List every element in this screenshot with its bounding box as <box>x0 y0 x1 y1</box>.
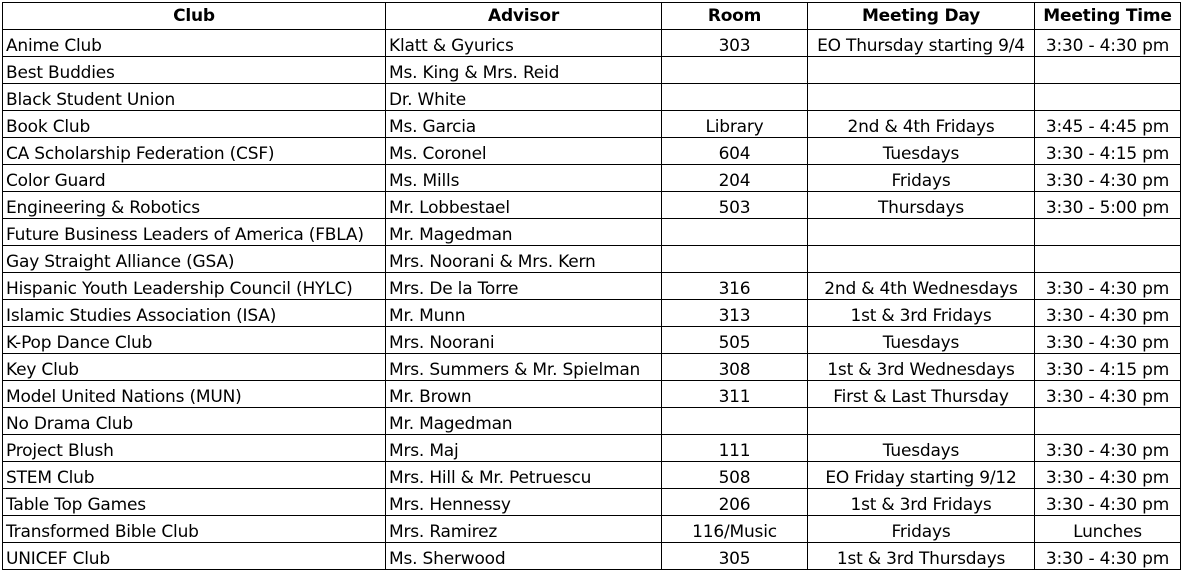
cell-meeting-day <box>808 246 1035 273</box>
cell-advisor: Mrs. Summers & Mr. Spielman <box>386 354 662 381</box>
cell-room: Library <box>662 111 808 138</box>
table-row <box>3 462 1181 489</box>
table-row <box>3 138 1181 165</box>
cell-meeting-day: 2nd & 4th Fridays <box>808 111 1035 138</box>
table-row <box>3 165 1181 192</box>
cell-meeting-time <box>1035 57 1181 84</box>
cell-club: Future Business Leaders of America (FBLA) <box>3 219 386 246</box>
cell-club: Engineering & Robotics <box>3 192 386 219</box>
cell-meeting-day <box>808 408 1035 435</box>
cell-club: Key Club <box>3 354 386 381</box>
cell-advisor: Dr. White <box>386 84 662 111</box>
table-row <box>3 381 1181 408</box>
cell-meeting-day: Fridays <box>808 516 1035 543</box>
cell-meeting-time: 3:30 - 4:30 pm <box>1035 300 1181 327</box>
cell-meeting-day: Tuesdays <box>808 327 1035 354</box>
cell-club: Anime Club <box>3 30 386 57</box>
table-row <box>3 327 1181 354</box>
club-schedule-table <box>2 2 1181 570</box>
cell-advisor: Mrs. Hennessy <box>386 489 662 516</box>
cell-meeting-time: 3:30 - 5:00 pm <box>1035 192 1181 219</box>
table-row <box>3 543 1181 570</box>
table-row <box>3 300 1181 327</box>
cell-advisor: Mrs. De la Torre <box>386 273 662 300</box>
cell-advisor: Mr. Lobbestael <box>386 192 662 219</box>
cell-advisor: Mrs. Noorani <box>386 327 662 354</box>
cell-room: 316 <box>662 273 808 300</box>
cell-meeting-time <box>1035 84 1181 111</box>
cell-club: Table Top Games <box>3 489 386 516</box>
cell-club: Book Club <box>3 111 386 138</box>
table-row <box>3 219 1181 246</box>
cell-club: Gay Straight Alliance (GSA) <box>3 246 386 273</box>
cell-club: Project Blush <box>3 435 386 462</box>
cell-meeting-day: 1st & 3rd Fridays <box>808 300 1035 327</box>
cell-club: UNICEF Club <box>3 543 386 570</box>
cell-meeting-day: EO Friday starting 9/12 <box>808 462 1035 489</box>
cell-room: 313 <box>662 300 808 327</box>
cell-advisor: Ms. King & Mrs. Reid <box>386 57 662 84</box>
cell-club: Transformed Bible Club <box>3 516 386 543</box>
cell-club: Model United Nations (MUN) <box>3 381 386 408</box>
table-row <box>3 489 1181 516</box>
cell-meeting-time: 3:30 - 4:15 pm <box>1035 138 1181 165</box>
cell-meeting-day: Tuesdays <box>808 138 1035 165</box>
cell-room: 206 <box>662 489 808 516</box>
cell-meeting-time <box>1035 246 1181 273</box>
cell-advisor: Mr. Magedman <box>386 408 662 435</box>
cell-room: 311 <box>662 381 808 408</box>
cell-room <box>662 84 808 111</box>
cell-club: CA Scholarship Federation (CSF) <box>3 138 386 165</box>
table-row <box>3 354 1181 381</box>
cell-advisor: Mrs. Maj <box>386 435 662 462</box>
cell-advisor: Klatt & Gyurics <box>386 30 662 57</box>
cell-meeting-time: 3:30 - 4:15 pm <box>1035 354 1181 381</box>
cell-meeting-time: 3:30 - 4:30 pm <box>1035 435 1181 462</box>
cell-advisor: Mrs. Hill & Mr. Petruescu <box>386 462 662 489</box>
cell-club: Best Buddies <box>3 57 386 84</box>
cell-meeting-time: 3:30 - 4:30 pm <box>1035 543 1181 570</box>
cell-room: 305 <box>662 543 808 570</box>
cell-advisor: Ms. Coronel <box>386 138 662 165</box>
cell-room: 204 <box>662 165 808 192</box>
cell-meeting-time: 3:30 - 4:30 pm <box>1035 327 1181 354</box>
cell-club: STEM Club <box>3 462 386 489</box>
cell-room <box>662 57 808 84</box>
cell-room: 111 <box>662 435 808 462</box>
header-meeting-time: Meeting Time <box>1035 3 1181 30</box>
cell-advisor: Ms. Mills <box>386 165 662 192</box>
table-row <box>3 84 1181 111</box>
cell-room: 604 <box>662 138 808 165</box>
cell-meeting-day <box>808 57 1035 84</box>
cell-meeting-day <box>808 219 1035 246</box>
table-body <box>3 30 1181 570</box>
cell-room <box>662 408 808 435</box>
cell-room <box>662 219 808 246</box>
cell-meeting-day: 1st & 3rd Wednesdays <box>808 354 1035 381</box>
header-club: Club <box>3 3 386 30</box>
cell-room: 503 <box>662 192 808 219</box>
cell-meeting-time: 3:45 - 4:45 pm <box>1035 111 1181 138</box>
cell-advisor: Mr. Magedman <box>386 219 662 246</box>
cell-club: Hispanic Youth Leadership Council (HYLC) <box>3 273 386 300</box>
cell-advisor: Mrs. Noorani & Mrs. Kern <box>386 246 662 273</box>
table-row <box>3 273 1181 300</box>
cell-meeting-time: 3:30 - 4:30 pm <box>1035 462 1181 489</box>
table-row <box>3 57 1181 84</box>
cell-meeting-time <box>1035 219 1181 246</box>
cell-meeting-day: 2nd & 4th Wednesdays <box>808 273 1035 300</box>
cell-advisor: Mr. Brown <box>386 381 662 408</box>
header-advisor: Advisor <box>386 3 662 30</box>
cell-room <box>662 246 808 273</box>
table-row <box>3 246 1181 273</box>
cell-room: 116/Music <box>662 516 808 543</box>
cell-club: K-Pop Dance Club <box>3 327 386 354</box>
cell-advisor: Ms. Sherwood <box>386 543 662 570</box>
cell-meeting-day: EO Thursday starting 9/4 <box>808 30 1035 57</box>
table-header <box>3 3 1181 30</box>
cell-meeting-time <box>1035 408 1181 435</box>
cell-meeting-day: 1st & 3rd Thursdays <box>808 543 1035 570</box>
cell-advisor: Mr. Munn <box>386 300 662 327</box>
cell-meeting-day: Fridays <box>808 165 1035 192</box>
cell-meeting-time: 3:30 - 4:30 pm <box>1035 273 1181 300</box>
table-row <box>3 30 1181 57</box>
cell-room: 505 <box>662 327 808 354</box>
cell-advisor: Ms. Garcia <box>386 111 662 138</box>
cell-meeting-time: 3:30 - 4:30 pm <box>1035 381 1181 408</box>
table-row <box>3 111 1181 138</box>
cell-room: 303 <box>662 30 808 57</box>
header-room: Room <box>662 3 808 30</box>
cell-meeting-day <box>808 84 1035 111</box>
cell-meeting-day: Tuesdays <box>808 435 1035 462</box>
cell-meeting-time: 3:30 - 4:30 pm <box>1035 165 1181 192</box>
cell-meeting-day: 1st & 3rd Fridays <box>808 489 1035 516</box>
header-row <box>3 3 1181 30</box>
cell-club: No Drama Club <box>3 408 386 435</box>
cell-meeting-day: First & Last Thursday <box>808 381 1035 408</box>
cell-meeting-day: Thursdays <box>808 192 1035 219</box>
table-row <box>3 435 1181 462</box>
cell-room: 308 <box>662 354 808 381</box>
cell-meeting-time: Lunches <box>1035 516 1181 543</box>
header-meeting-day: Meeting Day <box>808 3 1035 30</box>
cell-club: Black Student Union <box>3 84 386 111</box>
table-row <box>3 408 1181 435</box>
cell-advisor: Mrs. Ramirez <box>386 516 662 543</box>
table-row <box>3 192 1181 219</box>
cell-meeting-time: 3:30 - 4:30 pm <box>1035 30 1181 57</box>
cell-club: Color Guard <box>3 165 386 192</box>
cell-room: 508 <box>662 462 808 489</box>
table-row <box>3 516 1181 543</box>
cell-meeting-time: 3:30 - 4:30 pm <box>1035 489 1181 516</box>
cell-club: Islamic Studies Association (ISA) <box>3 300 386 327</box>
